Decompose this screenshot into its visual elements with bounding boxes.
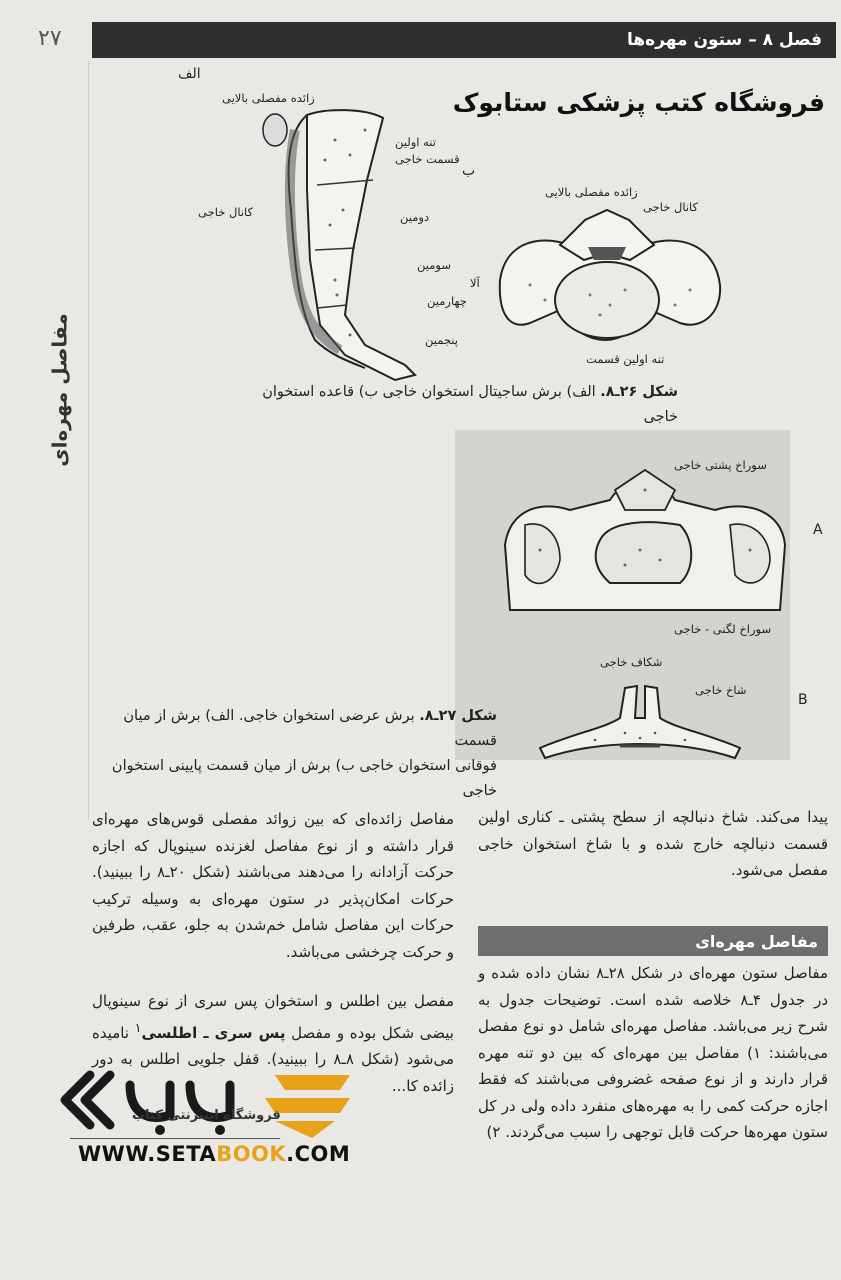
fig26b-label-sacral-canal: کانال خاجی	[643, 200, 699, 214]
logo-url-part1: WWW.SETA	[78, 1142, 217, 1166]
side-tab	[40, 300, 80, 480]
setabook-logo	[50, 1060, 360, 1190]
side-rail-divider	[88, 60, 89, 820]
left-para2-start: مفصل بین اطلس و استخوان پس سری از نوع سینوپال بیضی شکل بوده و مفصل	[92, 992, 454, 1042]
fig26a-label-fifth: پنجمین	[425, 333, 458, 347]
fig26-panel-a-letter: الف	[178, 66, 201, 82]
footnote-rule	[70, 1138, 280, 1139]
fig26b-label-ala: آلا	[470, 276, 480, 290]
footnote-marker: ۱	[134, 1019, 142, 1035]
left-para2-end: نامیده می‌شود (شکل ۸ـ۸ را ببینید). قفل جلویی اطلس به دور زائده کا...	[92, 1023, 454, 1095]
logo-mark-icon	[50, 1060, 360, 1140]
fig27b-label-sacral-horn: شاخ خاجی	[695, 683, 747, 697]
logo-url	[78, 1142, 350, 1166]
fig27a-label-pelvic-foramen: سوراخ لگنی - خاجی	[674, 622, 772, 636]
fig26-panel-b-letter: ب	[462, 163, 476, 179]
fig26a-label-sacral-canal: کانال خاجی	[198, 205, 254, 219]
fig26a-label-first-body: تنه اولین	[395, 135, 436, 149]
store-watermark: فروشگاه کتب پزشکی ستابوک	[452, 88, 825, 117]
fig26a-label-sacral-part: قسمت خاجی	[395, 152, 460, 166]
fig27-upper-section-drawing	[500, 465, 790, 615]
fig27-caption-line2: فوقانی استخوان خاجی ب) برش از میان قسمت پایینی استخوان خاجی	[111, 758, 497, 799]
fig27b-label-sacral-hiatus: شکاف خاجی	[600, 655, 663, 669]
fig26b-label-first-body: تنه اولین قسمت	[586, 352, 665, 366]
right-column-para2: مفاصل ستون مهره‌ای در شکل ۲۸ـ۸ نشان داده شده و در جدول ۴ـ۸ خلاصه شده است. توضیحات جدول به شرح زیر می‌باشد. مفاصل مهره‌ای شامل دو نوع مفصل می‌باشند: ۱) مفاصل بین مهره‌ای که بین دو تنه مهره قرار دارند و از نوع صفحه غضروفی می‌باشند که فقط اجازه حرکت کمی را به مهره‌های منفرد داده ولی در کل ستون مهره‌ها حرکت قابل توجهی را سبب می‌گردند. ۲)	[478, 964, 829, 1141]
page-number: ۲۷	[38, 26, 62, 51]
left-para2-bold: پس سری ـ اطلسی	[141, 1023, 286, 1042]
fig26a-label-third: سومین	[417, 258, 451, 272]
logo-url-part3: .COM	[286, 1142, 351, 1166]
fig26b-label-superior-articular: زائده مفصلی بالایی	[545, 185, 638, 199]
section-heading	[478, 926, 828, 956]
fig26-caption-number: شکل ۲۶ـ۸.	[600, 384, 678, 400]
fig26a-label-superior-articular: زائده مفصلی بالایی	[222, 91, 315, 105]
left-column-para1: مفاصل زائده‌ای که بین زوائد مفصلی قوس‌های مهره‌ای قرار داشته و از نوع مفاصل لغزنده سینوپال که اجازه حرکت آزادانه را می‌دهند می‌باشند (شکل ۲۰ـ۸ را ببینید). حرکات امکان‌پذیر در ستون مهره‌ای به وسیله ترکیب حرکات این مفاصل شامل خم‌شدن به جلو، عقب، طرفین و حرکت چرخشی می‌باشد.	[92, 810, 454, 961]
fig26a-label-second: دومین	[400, 210, 430, 224]
chapter-header	[92, 22, 836, 58]
logo-subtitle: فروشگاه اینترنتی کتاب	[132, 1108, 281, 1123]
fig27-caption-number: شکل ۲۷ـ۸.	[419, 708, 497, 724]
side-tab-label: مفاصل مهره‌ای	[48, 313, 73, 467]
fig27-panel-b-letter: B	[798, 692, 808, 708]
fig26a-label-fourth: چهارمین	[427, 294, 467, 308]
fig27a-label-dorsal-foramen: سوراخ پشتی خاجی	[674, 458, 767, 472]
fig27-caption	[92, 704, 497, 804]
fig27-caption-line1	[92, 704, 497, 754]
logo-url-accent: BOOK	[216, 1142, 287, 1166]
fig26-caption	[230, 380, 678, 430]
fig27-caption-line1-text: برش عرضی استخوان خاجی. الف) برش از میان قسمت	[123, 708, 497, 749]
section-heading-text: مفاصل مهره‌ای	[695, 931, 818, 951]
right-column-para1: پیدا می‌کند. شاخ دنبالچه از سطح پشتی ـ کناری اولین قسمت دنبالچه خارج شده و با شاخ استخوان خاجی مفصل می‌شود.	[478, 808, 828, 879]
chapter-title: فصل ۸ – ستون مهره‌ها	[627, 30, 822, 50]
fig27-panel-a-letter: A	[813, 522, 823, 538]
fig26-base-drawing	[490, 205, 725, 345]
fig26-caption-text: الف) برش ساجیتال استخوان خاجی ب) قاعده استخوان خاجی	[262, 384, 678, 425]
